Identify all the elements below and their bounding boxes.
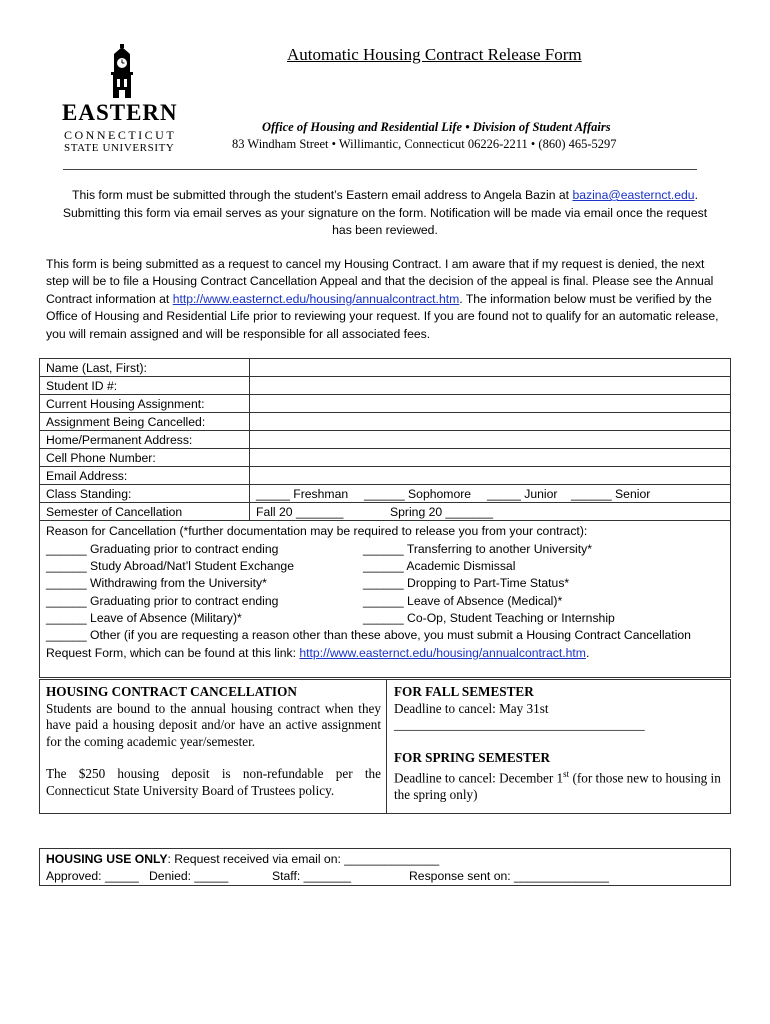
clock-tower-icon — [104, 44, 140, 98]
fall-deadline: Deadline to cancel: May 31st — [394, 700, 549, 716]
cancellation-para-1: Students are bound to the annual housing contract when they have paid a housing deposit and/or have an active assignment for the coming academic year/semester. — [46, 700, 381, 749]
semester-label: Semester of Cancellation — [40, 503, 250, 521]
class-standing-options — [250, 485, 731, 503]
reason-section — [39, 520, 731, 678]
intro-text-after: . Submitting this form via email serves as your signature on the form. Notification will be made via email once the request has been reviewed. — [62, 188, 708, 238]
reason-other-text: Request Form, which can be found at this link: — [46, 646, 300, 660]
housing-use-label: HOUSING USE ONLY — [46, 852, 168, 866]
home-address-field[interactable] — [250, 431, 731, 449]
cancellation-para-2: The $250 housing deposit is non-refundable per the Connecticut State University Board of Trustees policy. — [46, 766, 381, 798]
reason-option[interactable]: ______ Co-Op, Student Teaching or Internship — [363, 611, 615, 625]
reason-other-line[interactable]: ______ Other (if you are requesting a reason other than these above, you must submit a Housing Contract Cancellation — [46, 628, 691, 642]
reason-option[interactable]: ______ Leave of Absence (Military)* — [46, 611, 242, 625]
table-row — [40, 413, 731, 431]
fall-option[interactable]: Fall 20 _______ — [256, 504, 344, 519]
reason-other-end: . — [585, 646, 590, 660]
logo-state-university: STATE UNIVERSITY — [64, 142, 175, 154]
student-id-label: Student ID #: — [40, 377, 250, 395]
notice-paragraph — [46, 256, 730, 343]
university-logo — [62, 44, 182, 154]
intro-paragraph — [60, 187, 710, 240]
spring-deadline — [394, 766, 729, 803]
reason-option[interactable]: ______ Transferring to another University* — [363, 542, 592, 556]
name-field[interactable] — [250, 359, 731, 377]
reason-option[interactable]: ______ Graduating prior to contract ending — [46, 542, 279, 556]
email-link[interactable]: bazina@easternct.edu — [572, 188, 695, 202]
header-divider — [63, 169, 697, 170]
form-title: Automatic Housing Contract Release Form — [287, 45, 582, 64]
notice-text-before: This form is being submitted as a request to cancel my Housing Contract. I am aware that if my request is denied, the next step will be to file a Housing Contract Cancellation Appeal and that the decision of the appeal is final. Please see the Annual Contract information at — [46, 257, 714, 306]
senior-option[interactable]: ______ Senior — [571, 486, 651, 501]
approved-field: Approved: _____ — [46, 869, 139, 883]
assignment-cancelled-field[interactable] — [250, 413, 731, 431]
spring-option[interactable]: Spring 20 _______ — [390, 504, 494, 519]
class-standing-label: Class Standing: — [40, 485, 250, 503]
home-address-label: Home/Permanent Address: — [40, 431, 250, 449]
intro-text-before: This form must be submitted through the student’s Eastern email address to Angela Bazin at — [72, 188, 570, 202]
name-label: Name (Last, First): — [40, 359, 250, 377]
table-row — [40, 395, 731, 413]
staff-field: Staff: _______ — [272, 869, 352, 883]
sophomore-option[interactable]: ______ Sophomore — [364, 486, 472, 501]
cell-phone-field[interactable] — [250, 449, 731, 467]
semester-options — [250, 503, 731, 521]
table-row — [40, 485, 731, 503]
reason-heading: Reason for Cancellation (*further documentation may be required to release you from your contract): — [46, 524, 588, 538]
current-assignment-label: Current Housing Assignment: — [40, 395, 250, 413]
table-row — [40, 359, 731, 377]
cell-phone-label: Cell Phone Number: — [40, 449, 250, 467]
spring-deadline-post: (for those new to housing in the spring only) — [394, 770, 721, 802]
reason-other-request-line — [46, 646, 589, 660]
office-line: Office of Housing and Residential Life • Division of Student Affairs — [262, 120, 611, 134]
spring-heading: FOR SPRING SEMESTER — [394, 749, 551, 765]
request-received: : Request received via email on: ______________ — [167, 852, 440, 866]
address-line: 83 Windham Street • Willimantic, Connecticut 06226-2211 • (860) 465-5297 — [232, 137, 617, 151]
housing-use-line-1 — [46, 852, 439, 866]
response-sent-field: Response sent on: ______________ — [409, 869, 609, 883]
spring-deadline-sup: st — [563, 769, 570, 779]
column-divider — [386, 680, 387, 813]
table-row — [40, 377, 731, 395]
junior-option[interactable]: _____ Junior — [487, 486, 558, 501]
denied-field: Denied: _____ — [149, 869, 229, 883]
logo-eastern: EASTERN — [62, 100, 178, 125]
reason-option[interactable]: ______ Withdrawing from the University* — [46, 576, 267, 590]
table-row — [40, 449, 731, 467]
cancellation-policy-left — [46, 684, 381, 799]
fall-blank-line: ______________________________________ — [394, 717, 645, 732]
notice-text-after: . The information below must be verified by the Office of Housing and Residential Life prior to reviewing your request. If you are found not to qualify for an automatic release, you will remain assigned and will be responsible for all associated fees. — [46, 291, 719, 341]
housing-use-only-box — [39, 848, 731, 886]
cancellation-deadlines — [394, 684, 729, 803]
current-assignment-field[interactable] — [250, 395, 731, 413]
cancellation-heading: HOUSING CONTRACT CANCELLATION — [46, 684, 297, 699]
student-info-table — [39, 358, 731, 521]
cancellation-request-link[interactable]: http://www.easternct.edu/housing/annualcontract.htm — [299, 646, 586, 660]
student-id-field[interactable] — [250, 377, 731, 395]
reason-option[interactable]: ______ Dropping to Part-Time Status* — [363, 576, 570, 590]
annual-contract-link[interactable]: http://www.easternct.edu/housing/annualcontract.htm — [172, 291, 460, 306]
assignment-cancelled-label: Assignment Being Cancelled: — [40, 413, 250, 431]
table-row — [40, 503, 731, 521]
email-field[interactable] — [250, 467, 731, 485]
reason-option[interactable]: ______ Graduating prior to contract ending — [46, 594, 279, 608]
reason-option[interactable]: ______ Academic Dismissal — [363, 559, 516, 573]
freshman-option[interactable]: _____ Freshman — [256, 486, 349, 501]
table-row — [40, 431, 731, 449]
table-row — [40, 467, 731, 485]
fall-heading: FOR FALL SEMESTER — [394, 684, 534, 699]
email-label: Email Address: — [40, 467, 250, 485]
spring-deadline-pre: Deadline to cancel: December 1 — [394, 770, 564, 786]
cancellation-policy-box — [39, 679, 731, 814]
reason-option[interactable]: ______ Study Abroad/Nat’l Student Exchange — [46, 559, 294, 573]
reason-option[interactable]: ______ Leave of Absence (Medical)* — [363, 594, 563, 608]
logo-connecticut: CONNECTICUT — [64, 128, 177, 142]
